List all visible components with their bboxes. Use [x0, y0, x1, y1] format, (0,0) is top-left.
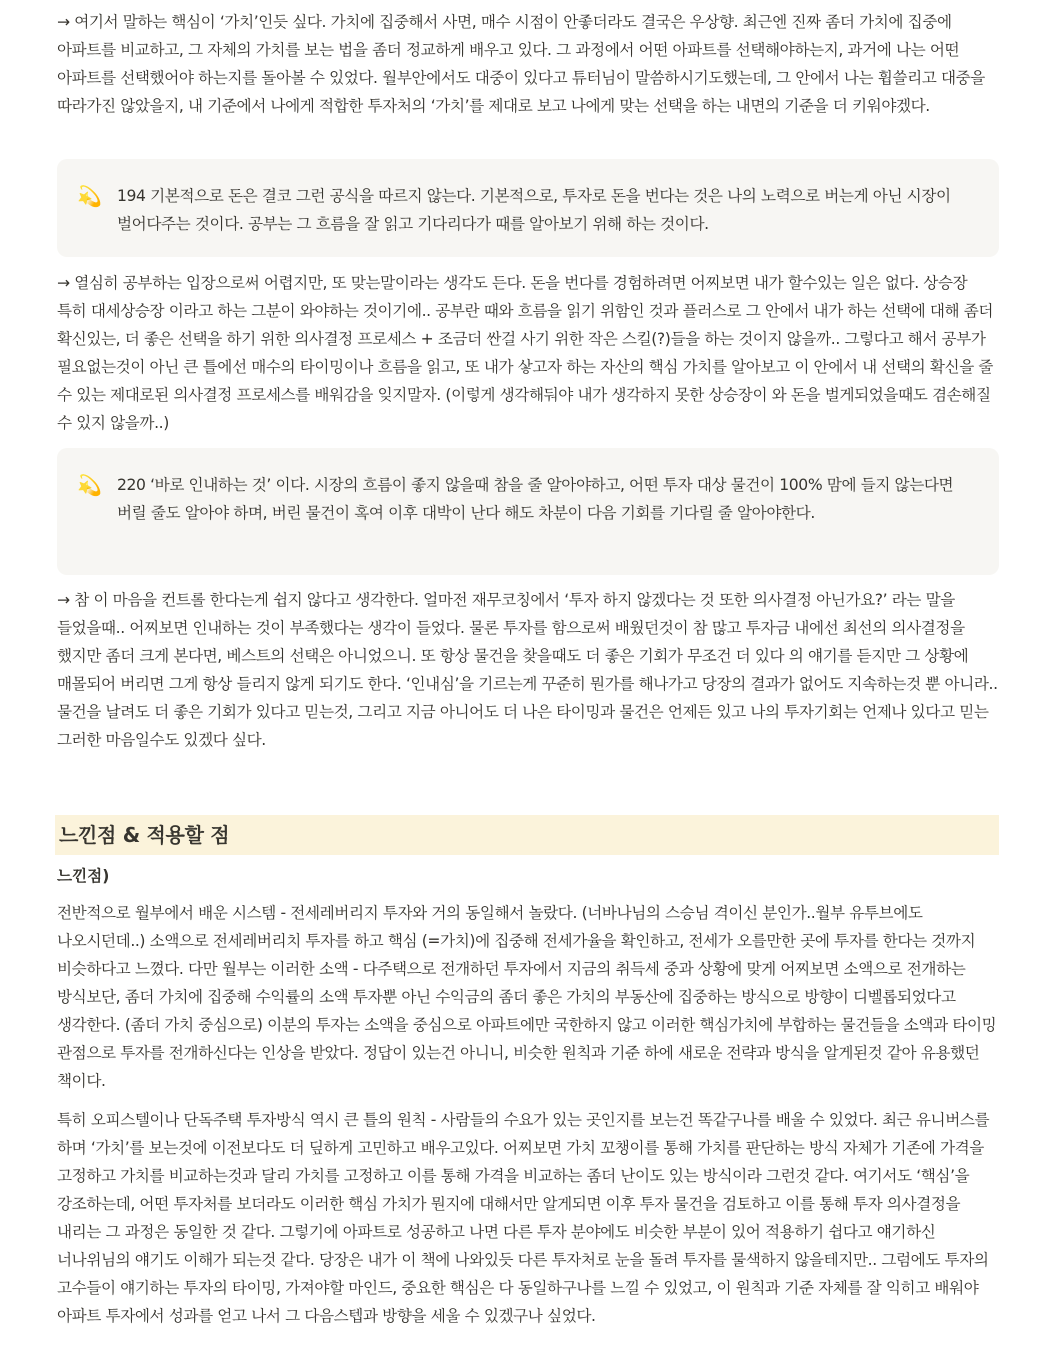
paragraph-study-reflection: → 열심히 공부하는 입장으로써 어렵지만, 또 맞는말이라는 생각도 든다. 돈을 번다를 경험하려면 어찌보면 내가 할수있는 일은 없다. 상승장 특히 대세상승장 이라고 하는 그분이 와야하는 것이기에.. 공부란 때와 흐름을 읽기 위함인 것과 플러스로 그 안에서 내가 하는 선택에 대해 좀더 확신있는, 더 좋은 선택을 하기 위한 의사결정 프로세스 + 조금더 싼걸 사기 위한 작은 스킬(?)들을 하는 것이지 않을까.. 그렇다고 해서 공부가 필요없는것이 아닌 큰 틀에선 매수의 타이밍이나 흐름을 읽고, 또 내가 샇고자 하는 자산의 핵심 가치를 알아보고 이 안에서 내 선택의 확신을 줄 수 있는 제대로된 의사결정 프로세스를 배워감을 잊지말자. (이렇게 생각해둬야 내가 생각하지 못한 상승장이 와 돈을 벌게되었을때도 겸손해질 수 있지 않을까..): [57, 274, 994, 432]
paragraph-officetel-insight: 특히 오피스텔이나 단독주택 투자방식 역시 큰 틀의 원칙 - 사람들의 수요가 있는 곳인지를 보는건 똑같구나를 배울 수 있었다. 최근 유니버스를 하며 ‘가치’를 보는것에 이전보다도 더 딮하게 고민하고 배우고있다. 어찌보면 가치 꼬챙이를 통해 가치를 판단하는 방식 자체가 기존에 가격을 고정하고 가치를 비교하는것과 달리 가치를 고정하고 이를 통해 가격을 비교하는 좀더 난이도 있는 방식이라 그런것 같다. 여기서도 ‘핵심’을 강조하는데, 어떤 투자처를 보더라도 이러한 핵심 가치가 뭔지에 대해서만 알게되면 이후 투자 물건을 검토하고 이를 통해 투자 의사결정을 내리는 그 과정은 동일한 것 같다. 그렇기에 아파트로 성공하고 나면 다른 투자 분야에도 비슷한 부분이 있어 적용하기 쉽다고 얘기하신 너나위님의 얘기도 이해가 되는것 같다. 당장은 내가 이 책에 나와있듯 다른 투자처로 눈을 돌려 투자를 물색하지 않을테지만.. 그럼에도 투자의 고수들이 얘기하는 투자의 타이밍, 가져야할 마인드, 중요한 핵심은 다 동일하구나를 느낄 수 있었고, 이 원칙과 기준 자체를 잘 익히고 배워야 아파트 투자에서 성과를 얻고 나서 그 다음스텝과 방향을 세울 수 있겠구나 싶었다.: [57, 1111, 990, 1325]
paragraph-value-focus: → 여기서 말하는 핵심이 ‘가치’인듯 싶다. 가치에 집중해서 사면, 매수 시점이 안좋더라도 결국은 우상향. 최근엔 진짜 좀더 가치에 집중에 아파트를 비교하고, 그 자체의 가치를 보는 법을 좀더 정교하게 배우고 있다. 그 과정에서 어떤 아파트를 선택해야하는지, 과거에 나는 어떤 아파트를 선택했어야 하는지를 돌아볼 수 있었다. 월부안에서도 대중이 있다고 튜터님이 말씀하시기도했는데, 그 안에서 나는 휩쓸리고 대중을 따라가진 않았을지, 내 기준에서 나에게 적합한 투자처의 ‘가치’를 제대로 보고 나에게 맞는 선택을 하는 내면의 기준을 더 키워야겠다.: [57, 13, 985, 115]
section-subheading: 느낀점): [57, 867, 110, 885]
quote-callout-220: [57, 448, 999, 575]
paragraph-patience: → 참 이 마음을 컨트롤 한다는게 쉽지 않다고 생각한다. 얼마전 재무코칭에서 ‘투자 하지 않겠다는 것 또한 의사결정 아닌가요?’ 라는 말을 들었을때.. 어찌보면 인내하는 것이 부족했다는 생각이 들었다. 물론 투자를 함으로써 배웠던것이 참 많고 투자금 내에선 최선의 의사결정을 했지만 좀더 크게 본다면, 베스트의 선택은 아니었으니. 또 항상 물건을 찾을때도 더 좋은 기회가 무조건 더 있다 의 얘기를 듣지만 그 상황에 매몰되어 버리면 그게 항상 들리지 않게 되기도 한다. ‘인내심’을 기르는게 꾸준히 뭔가를 해나가고 당장의 결과가 없어도 지속하는것 뿐 아니라.. 물건을 날려도 더 좋은 기회가 있다고 믿는것, 그리고 지금 아니어도 더 나은 타이밍과 물건은 언제든 있고 나의 투자기회는 언제나 있다고 믿는 그러한 마음일수도 있겠다 싶다.: [57, 591, 998, 749]
callout-text: 220 ‘바로 인내하는 것’ 이다. 시장의 흐름이 좋지 않을때 참을 줄 알아야하고, 어떤 투자 대상 물건이 100% 맘에 들지 않는다면 버릴 줄도 알아야 하며, 버린 물건이 혹여 이후 대박이 난다 해도 차분이 다음 기회를 기다릴 줄 알아야한다.: [117, 476, 954, 522]
dizzy-star-icon: 💫: [77, 473, 102, 497]
callout-text: 194 기본적으로 돈은 결코 그런 공식을 따르지 않는다. 기본적으로, 투자로 돈을 번다는 것은 나의 노력으로 버는게 아닌 시장이 벌어다주는 것이다. 공부는 그 흐름을 잘 읽고 기다리다가 때를 알아보기 위해 하는 것이다.: [117, 187, 951, 233]
paragraph-overall-impression: 전반적으로 월부에서 배운 시스템 - 전세레버리지 투자와 거의 동일해서 놀랐다. (너바나님의 스승님 격이신 분인가..월부 유투브에도 나오시던데..) 소액으로 전세레버리치 투자를 하고 핵심 (=가치)에 집중해 전세가율을 확인하고, 전세가 오를만한 곳에 투자를 한다는 것까지 비슷하다고 느꼈다. 다만 월부는 이러한 소액 - 다주택으로 전개하던 투자에서 지금의 취득세 중과 상황에 맞게 어찌보면 소액으로 전개하는 방식보단, 좀더 가치에 집중해 수익률의 소액 투자뿐 아닌 수익금의 좀더 좋은 가치의 부동산에 집중하는 방식으로 방향이 디벨롭되었다고 생각한다. (좀더 가치 중심으로) 이분의 투자는 소액을 중심으로 아파트에만 국한하지 않고 이러한 핵심가치에 부합하는 물건들을 소액과 타이밍 관점으로 투자를 전개하신다는 인상을 받았다. 정답이 있는건 아니니, 비슷한 원칙과 기준 하에 새로운 전략과 방식을 알게된것 같아 유용했던 책이다.: [57, 904, 997, 1090]
dizzy-star-icon: 💫: [77, 184, 102, 208]
section-heading: 느낀점 & 적용할 점: [55, 815, 999, 855]
quote-callout-194: [57, 159, 999, 257]
